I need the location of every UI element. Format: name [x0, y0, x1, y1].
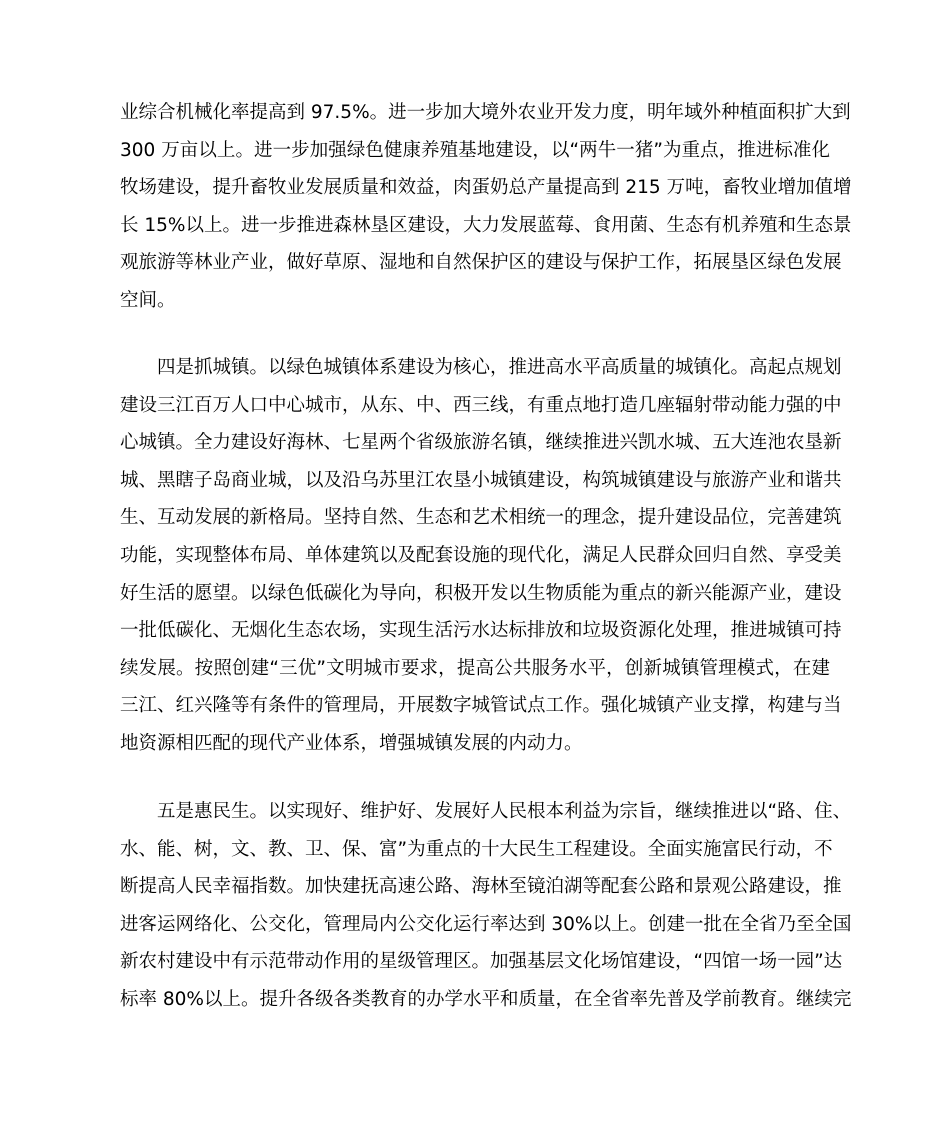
text-line: 好生活的愿望。以绿色低碳化为导向，积极开发以生物质能为重点的新兴能源产业，建设: [120, 582, 842, 604]
text-line: 业综合机械化率提高到 97.5%。进一步加大境外农业开发力度，明年域外种植面积扩大到: [120, 102, 851, 123]
text-line: 功能，实现整体布局、单体建筑以及配套设施的现代化，满足人民群众回归自然、享受美: [120, 544, 842, 566]
text-line: 续发展。按照创建“三优”文明城市要求，提高公共服务水平，创新城镇管理模式，在建: [120, 657, 830, 679]
text-line: 进客运网络化、公交化，管理局内公交化运行率达到 30%以上。创建一批在全省乃至全国: [120, 913, 852, 935]
text-line: 心城镇。全力建设好海林、七星两个省级旅游名镇，继续推进兴凯水城、五大连池农垦新: [120, 432, 842, 454]
text-line: 建设三江百万人口中心城市，从东、中、西三线，有重点地打造几座辐射带动能力强的中: [120, 394, 842, 416]
paragraph-agriculture-continuation: [120, 94, 852, 320]
text-line: 标率 80%以上。提升各级各类教育的办学水平和质量，在全省率先普及学前教育。继续完: [120, 988, 852, 1010]
text-line: 地资源相匹配的现代产业体系，增强城镇发展的内动力。: [120, 732, 583, 754]
text-line: 水、能、树，文、教、卫、保、富”为重点的十大民生工程建设。全面实施富民行动，不: [120, 838, 833, 860]
text-line: 空间。: [120, 289, 176, 311]
text-line: 三江、红兴隆等有条件的管理局，开展数字城管试点工作。强化城镇产业支撑，构建与当: [120, 695, 842, 717]
text-line: 断提高人民幸福指数。加快建抚高速公路、海林至镜泊湖等配套公路和景观公路建设，推: [120, 876, 842, 898]
paragraph-towns: [120, 349, 842, 763]
text-line: 城、黑瞎子岛商业城，以及沿乌苏里江农垦小城镇建设，构筑城镇建设与旅游产业和谐共: [120, 469, 842, 491]
text-line: 长 15%以上。进一步推进森林垦区建设，大力发展蓝莓、食用菌、生态有机养殖和生态景: [120, 214, 852, 236]
text-line: 四是抓城镇。以绿色城镇体系建设为核心，推进高水平高质量的城镇化。高起点规划: [157, 357, 842, 378]
text-line: 一批低碳化、无烟化生态农场，实现生活污水达标排放和垃圾资源化处理，推进城镇可持: [120, 620, 842, 642]
text-line: 牧场建设，提升畜牧业发展质量和效益，肉蛋奶总产量提高到 215 万吨，畜牧业增加值增: [120, 177, 852, 199]
text-line: 观旅游等林业产业，做好草原、湿地和自然保护区的建设与保护工作，拓展垦区绿色发展: [120, 252, 842, 274]
text-line: 生、互动发展的新格局。坚持自然、生态和艺术相统一的理念，提升建设品位，完善建筑: [120, 507, 842, 529]
text-line: 新农村建设中有示范带动作用的星级管理区。加强基层文化场馆建设，“四馆一场一园”达: [120, 951, 843, 973]
paragraph-livelihood: [120, 793, 852, 1019]
text-line: 五是惠民生。以实现好、维护好、发展好人民根本利益为宗旨，继续推进以“路、住、: [157, 801, 852, 822]
text-line: 300 万亩以上。进一步加强绿色健康养殖基地建设，以“两牛一猪”为重点，推进标准化: [120, 139, 830, 161]
